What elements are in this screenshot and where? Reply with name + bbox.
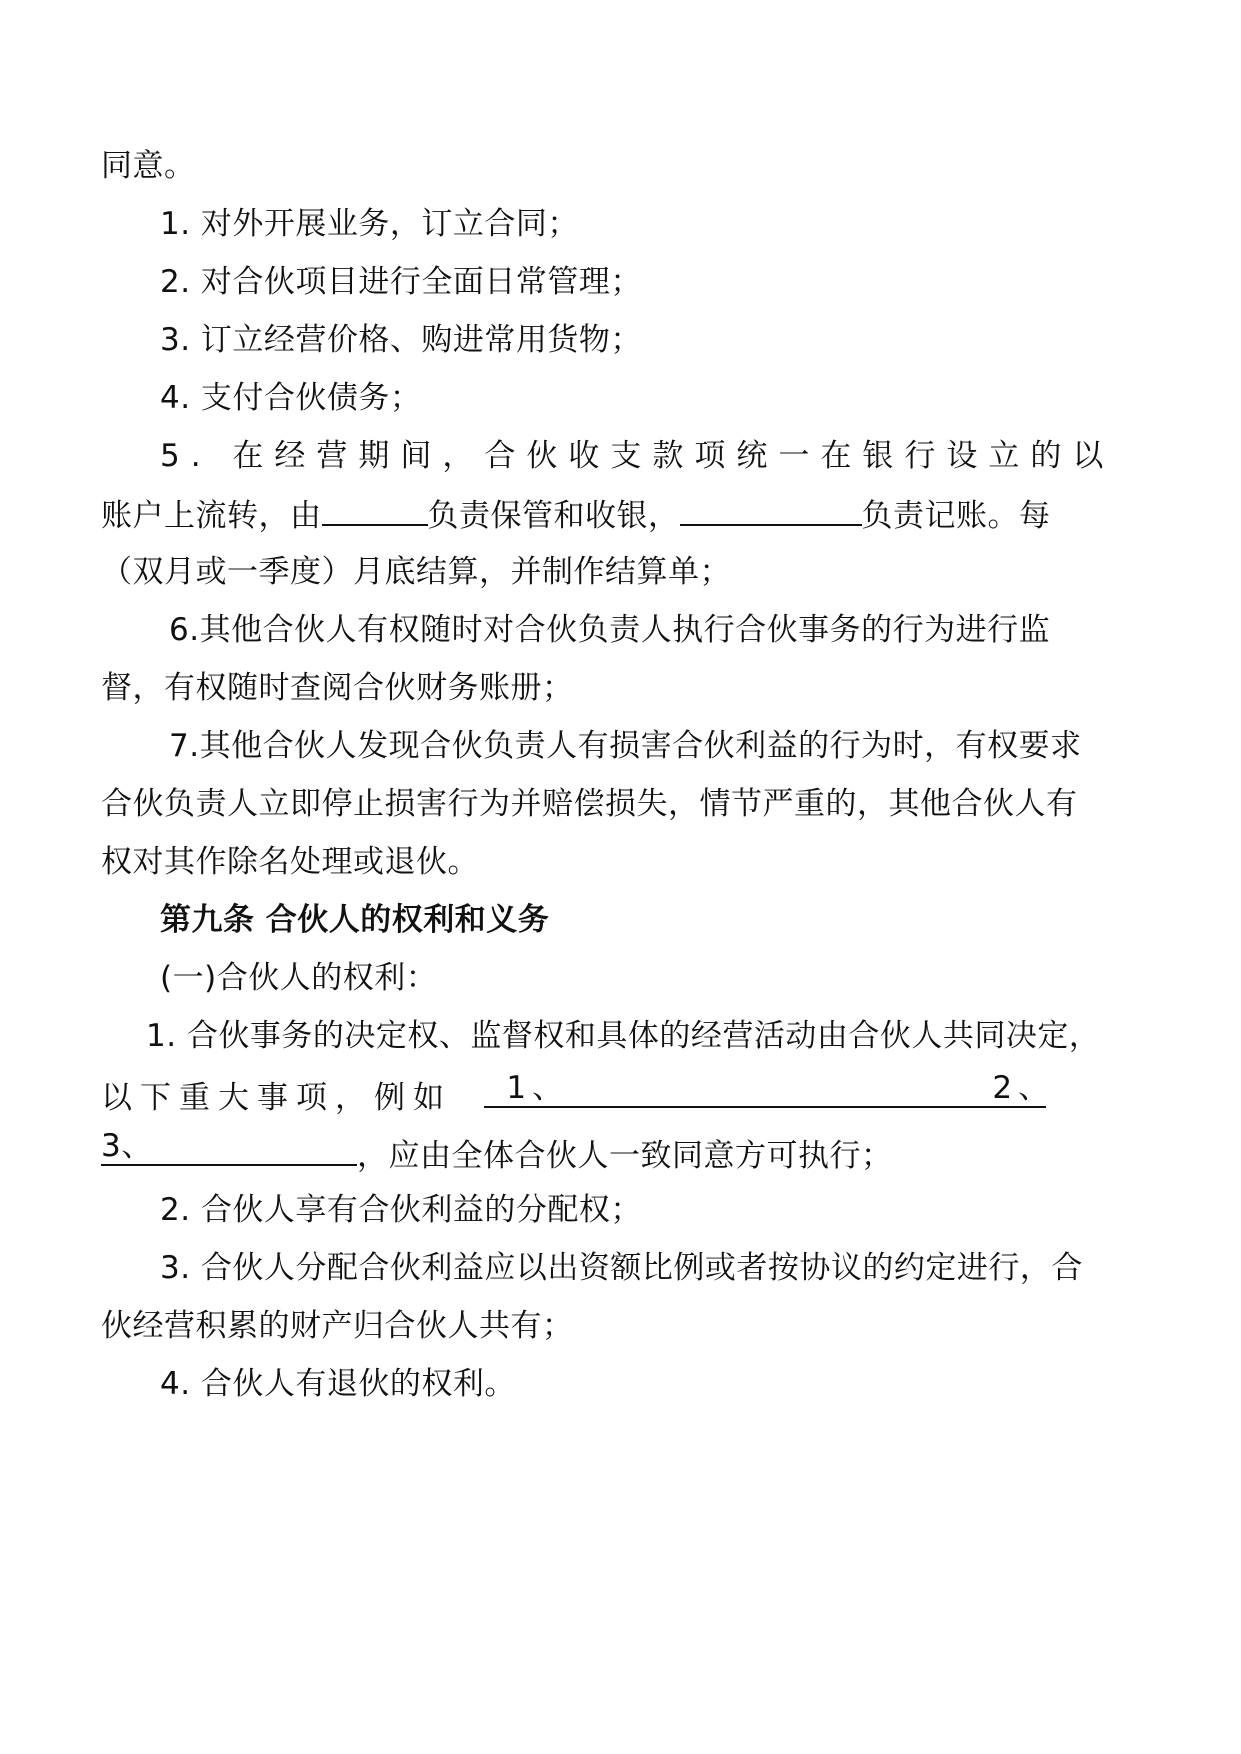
paragraph-line (101, 494, 1051, 536)
line-text: 账户上流转，由 (101, 498, 322, 534)
list-item: 2. 对合伙项目进行全面日常管理； (160, 264, 642, 300)
blank-number: 2、 (992, 1070, 1056, 1106)
blank-underline (680, 494, 862, 526)
list-item: 7.其他合伙人发现合伙负责人有损害合伙利益的行为时，有权要求 (169, 728, 1082, 764)
list-item: 5. 在经营期间，合伙收支款项统一在银行设立的以 (160, 438, 1115, 474)
paragraph-line: （双月或一季度）月底结算，并制作结算单； (101, 554, 731, 590)
blank-number: 1、 (506, 1070, 570, 1106)
line-text: 负责保管和收银， (427, 498, 680, 534)
paragraph-line: 同意。 (101, 148, 196, 184)
list-item: 1. 对外开展业务，订立合同； (160, 206, 579, 242)
blank-underline (101, 1128, 357, 1166)
paragraph-line: 督，有权随时查阅合伙财务账册； (101, 670, 574, 706)
paragraph-line (101, 1128, 893, 1176)
list-item: 4. 支付合伙债务； (160, 380, 422, 416)
list-item: 4. 合伙人有退伙的权利。 (160, 1366, 516, 1402)
paragraph-line: 伙经营积累的财产归合伙人共有； (101, 1308, 574, 1344)
line-text: ，应由全体合伙人一致同意方可执行； (357, 1138, 893, 1174)
section-heading: 第九条 合伙人的权利和义务 (160, 902, 550, 938)
list-item: 3. 订立经营价格、购进常用货物； (160, 322, 642, 358)
paragraph-line: 合伙负责人立即停止损害行为并赔偿损失，情节严重的，其他合伙人有 (101, 786, 1078, 822)
subsection-heading: (一)合伙人的权利： (160, 960, 438, 996)
blank-underline (484, 1070, 1056, 1108)
list-item: 3. 合伙人分配合伙利益应以出资额比例或者按协议的约定进行，合 (160, 1250, 1083, 1286)
paragraph-line: 权对其作除名处理或退伙。 (101, 844, 479, 880)
paragraph-line (101, 1070, 1056, 1118)
line-text: 负责记账。每 (861, 498, 1051, 534)
blank-number: 3、 (101, 1128, 153, 1164)
list-item: 6.其他合伙人有权随时对合伙负责人执行合伙事务的行为进行监 (169, 612, 1051, 648)
list-item: 2. 合伙人享有合伙利益的分配权； (160, 1192, 642, 1228)
line-text: 以下重大事项，例如 (101, 1080, 452, 1116)
list-item: 1. 合伙事务的决定权、监督权和具体的经营活动由合伙人共同决定， (146, 1018, 1101, 1054)
blank-underline (322, 494, 428, 526)
